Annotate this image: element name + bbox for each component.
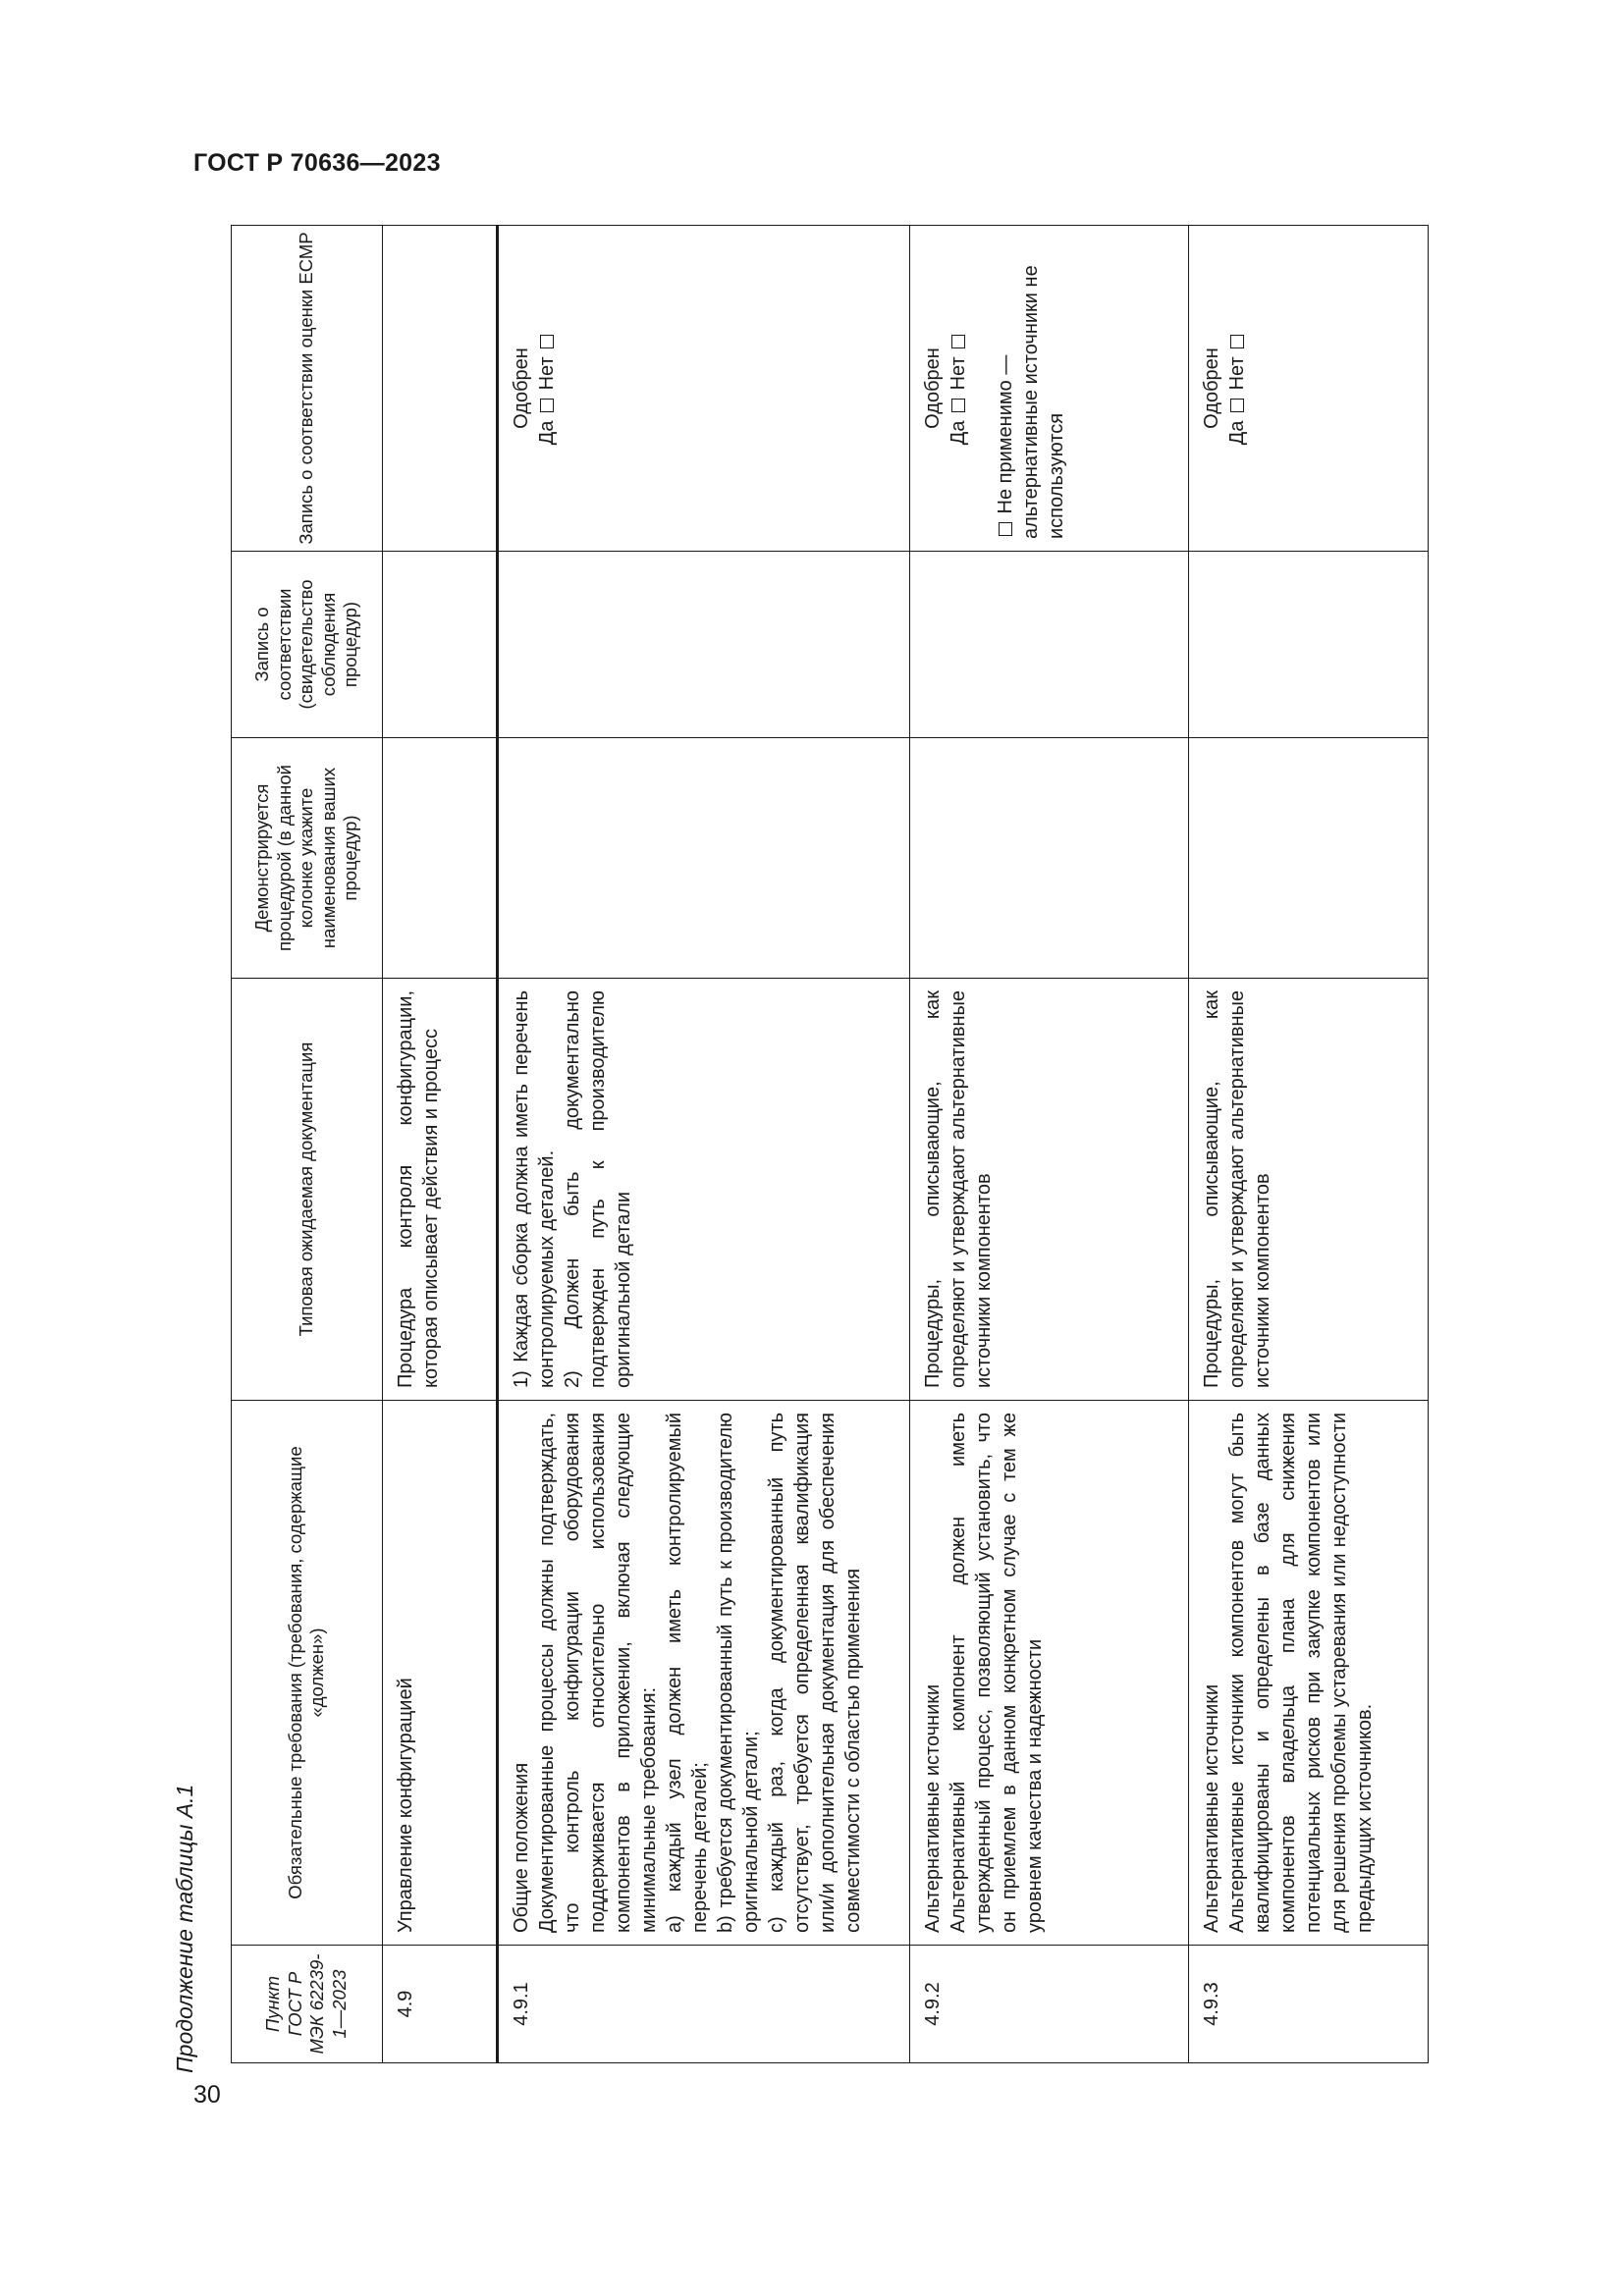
approved-label: Одобрен <box>922 347 945 429</box>
assessment-cell <box>497 226 909 552</box>
page-number: 30 <box>193 2081 221 2109</box>
table-caption: Продолжение таблицы А.1 <box>172 1784 197 2073</box>
no-label: Нет <box>535 356 558 391</box>
documentation-cell <box>497 979 909 1401</box>
no-checkbox[interactable] <box>540 335 554 348</box>
documentation-item-2: 2) Должен быть документально подтвержден путь к производителю оригинальной детали <box>561 990 634 1388</box>
not-applicable-checkbox[interactable] <box>999 522 1012 536</box>
no-checkbox[interactable] <box>1230 335 1244 348</box>
documentation-text: Процедура контроля конфигурации, которая описывает действия и процесс <box>394 990 442 1388</box>
yes-no-options <box>1224 238 1250 539</box>
requirement-item-a: a) каждый узел должен иметь контролируемый перечень деталей; <box>663 1413 711 1933</box>
document-header: ГОСТ Р 70636—2023 <box>193 149 441 177</box>
rotated-landscape-table-area <box>162 208 1615 2073</box>
assessment-cell <box>382 226 497 552</box>
not-applicable-option <box>993 238 1069 539</box>
requirement-item-c: c) каждый раз, когда документированный путь отсутствует, требуется определенная квалификация или/и дополнительная документация для обеспечения совместимости с областью применения <box>765 1413 864 1933</box>
record-cell <box>1189 552 1429 738</box>
no-label: Нет <box>947 356 970 391</box>
requirements-cell <box>382 1401 497 1946</box>
requirement-text: Альтернативные источники компонентов могут быть квалифицированы и определены в базе данных компонентов владельца плана для снижения потенциальных рисков при закупке компонентов или для решения проблемы устаревания или недоступности предыдущих источников. <box>1226 1413 1377 1933</box>
demonstrated-cell <box>1189 738 1429 979</box>
assessment-cell <box>910 226 1189 552</box>
header-documentation: Типовая ожидаемая документация <box>232 979 383 1401</box>
requirement-text: Альтернативный компонент должен иметь утвержденный процесс, позволяющий установить, что он приемлем в данном конкретном случае с тем же уровнем качества и надежности <box>947 1413 1047 1933</box>
record-cell <box>382 552 497 738</box>
documentation-text: Процедуры, описывающие, как определяют и утверждают альтернативные источники компонентов <box>922 990 996 1388</box>
requirement-title: Альтернативные источники <box>922 1683 945 1933</box>
requirements-cell <box>497 1401 909 1946</box>
yes-no-options <box>946 238 971 539</box>
header-clause: Пункт ГОСТ Р МЭК 62239-1—2023 <box>232 1946 383 2063</box>
documentation-cell <box>382 979 497 1401</box>
requirement-item-b: b) требуется документированный путь к производителю оригинальной детали; <box>714 1413 762 1933</box>
requirement-text: Документированные процессы должны подтверждать, что контроль конфигурации оборудования поддерживается относительно использования компонентов в приложении, включая следующие минимальные требования: <box>535 1413 660 1933</box>
header-assessment: Запись о соответствии оценки ЕСМР <box>232 226 383 552</box>
header-demonstrated: Демонстрируется процедурой (в данной колонке укажите наименования ваших процедур) <box>232 738 383 979</box>
table-row <box>497 226 909 2063</box>
yes-label: Да <box>535 420 558 446</box>
clause-cell: 4.9.1 <box>497 1946 909 2063</box>
requirement-text: Управление конфигурацией <box>394 1678 416 1933</box>
approved-label: Одобрен <box>1201 347 1223 429</box>
yes-label: Да <box>947 420 970 446</box>
table-header-row <box>232 226 383 2063</box>
clause-cell: 4.9 <box>382 1946 497 2063</box>
table-row <box>1189 226 1429 2063</box>
requirement-title: Альтернативные источники <box>1201 1683 1223 1933</box>
requirements-cell <box>910 1401 1189 1946</box>
demonstrated-cell <box>382 738 497 979</box>
documentation-cell <box>1189 979 1429 1401</box>
no-label: Нет <box>1226 356 1249 391</box>
yes-checkbox[interactable] <box>1230 399 1244 412</box>
record-cell <box>497 552 909 738</box>
clause-cell: 4.9.3 <box>1189 1946 1429 2063</box>
documentation-cell <box>910 979 1189 1401</box>
record-cell <box>910 552 1189 738</box>
yes-no-options <box>534 238 560 539</box>
assessment-cell <box>1189 226 1429 552</box>
header-record: Запись о соответствии (свидетельство соблюдения процедур) <box>232 552 383 738</box>
demonstrated-cell <box>910 738 1189 979</box>
requirement-title: Общие положения <box>510 1762 532 1933</box>
demonstrated-cell <box>497 738 909 979</box>
yes-checkbox[interactable] <box>951 399 965 412</box>
approved-label: Одобрен <box>510 347 532 429</box>
header-requirements: Обязательные требования (требования, содержащие «должен») <box>232 1401 383 1946</box>
table-row <box>910 226 1189 2063</box>
compliance-table <box>231 225 1429 2063</box>
documentation-text: Процедуры, описывающие, как определяют и утверждают альтернативные источники компонентов <box>1201 990 1274 1388</box>
yes-checkbox[interactable] <box>540 399 554 412</box>
not-applicable-label: Не применимо — альтернативные источники не используются <box>995 265 1068 539</box>
requirements-cell <box>1189 1401 1429 1946</box>
table-row <box>382 226 497 2063</box>
yes-label: Да <box>1226 420 1249 446</box>
clause-cell: 4.9.2 <box>910 1946 1189 2063</box>
no-checkbox[interactable] <box>951 335 965 348</box>
documentation-item-1: 1) Каждая сборка должна иметь перечень контролируемых деталей. <box>510 990 558 1388</box>
